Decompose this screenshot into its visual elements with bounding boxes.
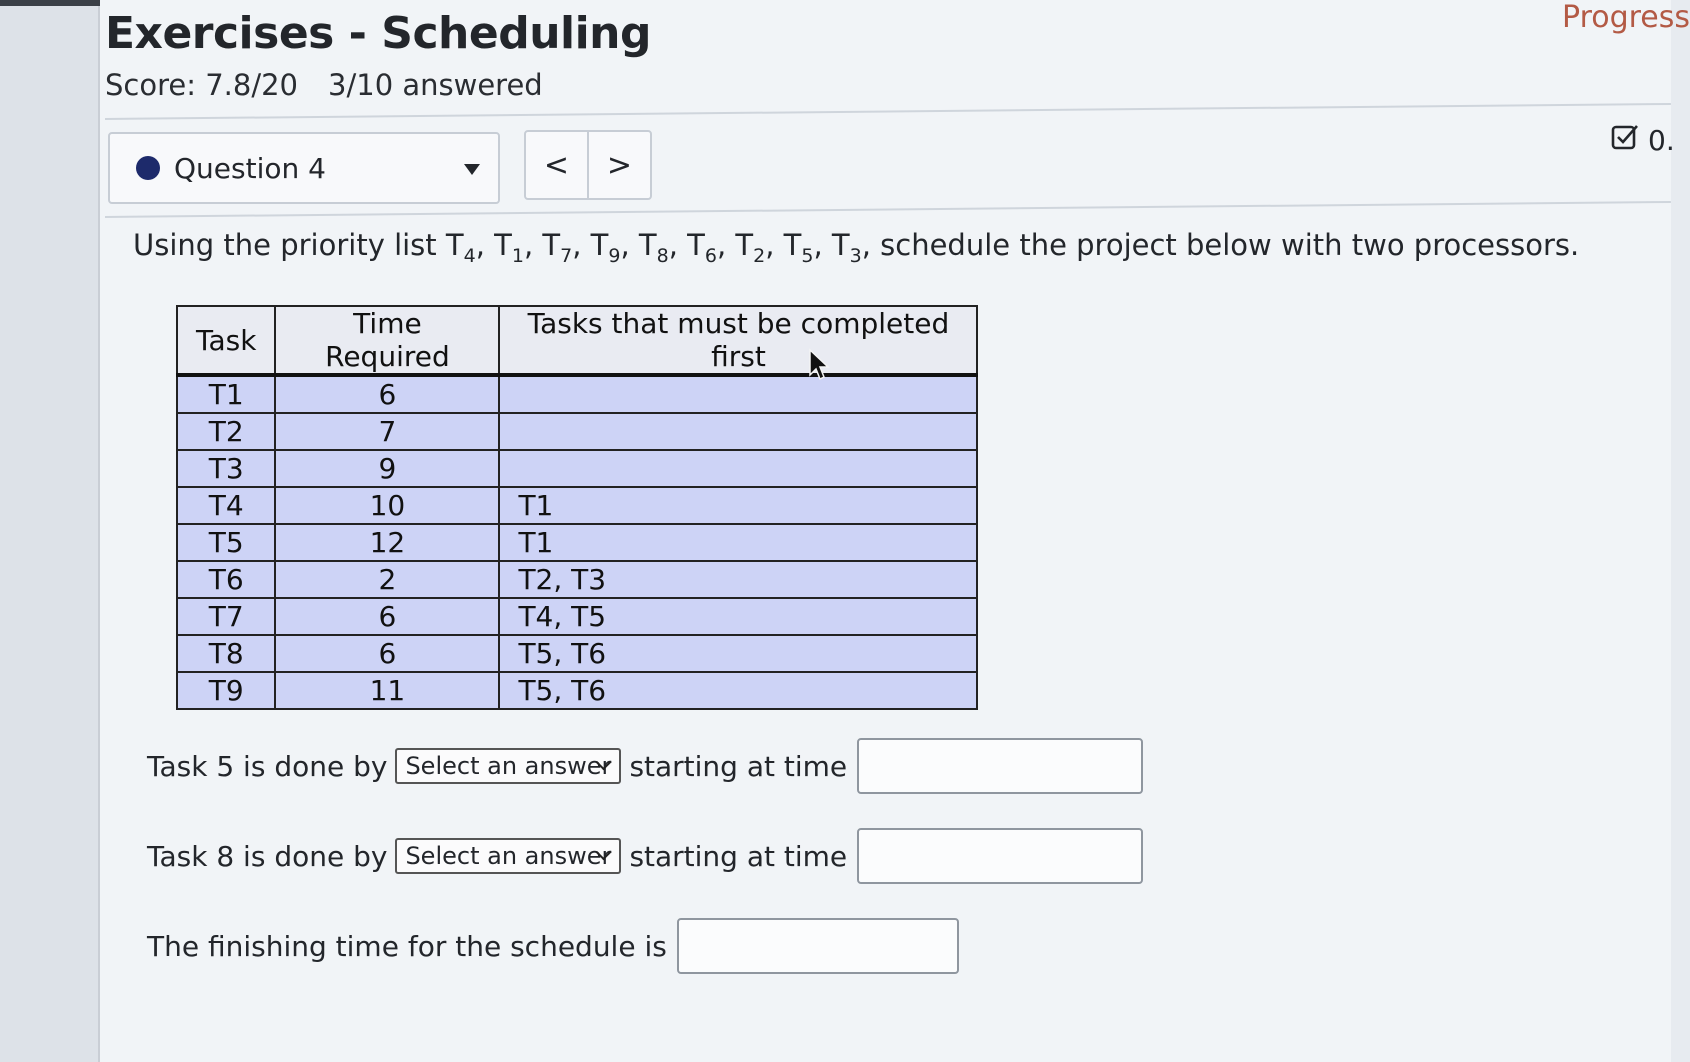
table-row	[177, 524, 977, 561]
header-prerequisites: Tasks that must be completed first	[499, 306, 977, 375]
finish-time-row	[147, 918, 959, 974]
question-dropdown[interactable]	[108, 132, 500, 204]
prereq-cell: T4, T5	[499, 598, 977, 635]
page-title: Exercises - Scheduling	[105, 8, 652, 59]
table-row	[177, 561, 977, 598]
task-cell: T8	[177, 635, 275, 672]
task-cell: T1	[177, 375, 275, 413]
chevron-right-icon: >	[606, 147, 633, 183]
task8-answer-row	[147, 828, 1143, 884]
prereq-cell: T5, T6	[499, 672, 977, 709]
task-cell: T3	[177, 450, 275, 487]
time-cell: 6	[275, 635, 499, 672]
finish-time-prefix: The finishing time for the schedule is	[147, 929, 667, 963]
prompt-after: , schedule the project below with two processors.	[861, 228, 1580, 262]
task5-suffix: starting at time	[629, 749, 848, 783]
time-cell: 10	[275, 487, 499, 524]
priority-list: $T_4$, $T_1$, $T_7$, $T_9$, $T_8$, $T_6$, $T_2$, $T_5$, $T_3$	[445, 228, 862, 267]
prereq-cell: T2, T3	[499, 561, 977, 598]
task5-answer-row	[147, 738, 1143, 794]
prereq-cell: T1	[499, 524, 977, 561]
check-value: 0.	[1648, 124, 1675, 157]
task5-select-label: Select an answer	[405, 752, 612, 780]
time-cell: 11	[275, 672, 499, 709]
prompt-before: Using the priority list	[133, 228, 446, 262]
priority-task: $T_3$	[831, 228, 862, 267]
task-cell: T2	[177, 413, 275, 450]
prereq-cell: T5, T6	[499, 635, 977, 672]
table-row	[177, 635, 977, 672]
finish-time-input[interactable]	[677, 918, 959, 974]
priority-task: $T_7$	[542, 228, 573, 267]
prereq-cell	[499, 450, 977, 487]
mouse-cursor-icon	[808, 348, 830, 382]
prereq-cell	[499, 375, 977, 413]
task5-start-time-input[interactable]	[857, 738, 1143, 794]
task-cell: T4	[177, 487, 275, 524]
task-cell: T7	[177, 598, 275, 635]
task8-processor-select[interactable]	[395, 838, 621, 874]
task8-prefix: Task 8 is done by	[147, 839, 388, 873]
prereq-cell	[499, 413, 977, 450]
task-cell: T6	[177, 561, 275, 598]
task5-processor-select[interactable]	[395, 748, 621, 784]
table-row	[177, 487, 977, 524]
header-task: Task	[177, 306, 275, 375]
question-prompt	[133, 228, 1579, 267]
score-line	[105, 68, 543, 102]
priority-task: $T_4$	[445, 228, 476, 267]
table-row	[177, 598, 977, 635]
left-margin	[0, 0, 100, 1062]
priority-task: $T_6$	[687, 228, 717, 267]
chevron-left-icon: <	[543, 147, 570, 183]
time-cell: 9	[275, 450, 499, 487]
caret-down-icon	[464, 164, 480, 175]
table-header-row	[177, 306, 977, 375]
score-text: Score: 7.8/20	[105, 68, 299, 102]
table-row	[177, 450, 977, 487]
task-cell: T9	[177, 672, 275, 709]
task5-prefix: Task 5 is done by	[147, 749, 388, 783]
priority-task: $T_2$	[735, 228, 766, 267]
task8-select-label: Select an answer	[405, 842, 612, 870]
next-question-button[interactable]	[587, 132, 650, 198]
progress-link[interactable]: Progress	[1562, 0, 1690, 35]
answered-count: 3/10 answered	[328, 68, 543, 102]
checkbox-check-icon	[1610, 122, 1640, 152]
question-label: Question 4	[174, 151, 326, 185]
prereq-cell: T1	[499, 487, 977, 524]
header-time-required: Time Required	[275, 306, 499, 375]
time-cell: 12	[275, 524, 499, 561]
priority-task: $T_5$	[783, 228, 814, 267]
priority-task: $T_1$	[494, 228, 524, 267]
priority-task: $T_9$	[590, 228, 621, 267]
time-cell: 6	[275, 598, 499, 635]
table-row	[177, 413, 977, 450]
table-row	[177, 672, 977, 709]
table-row	[177, 375, 977, 413]
task-table	[176, 305, 978, 710]
question-nav	[524, 130, 652, 200]
time-cell: 7	[275, 413, 499, 450]
divider	[105, 103, 1671, 120]
question-status-dot-icon	[136, 156, 160, 180]
task8-start-time-input[interactable]	[857, 828, 1143, 884]
task-cell: T5	[177, 524, 275, 561]
main-content	[100, 0, 1690, 1062]
time-cell: 2	[275, 561, 499, 598]
priority-task: $T_8$	[638, 228, 669, 267]
task8-suffix: starting at time	[629, 839, 848, 873]
previous-question-button[interactable]	[526, 132, 587, 198]
time-cell: 6	[275, 375, 499, 413]
